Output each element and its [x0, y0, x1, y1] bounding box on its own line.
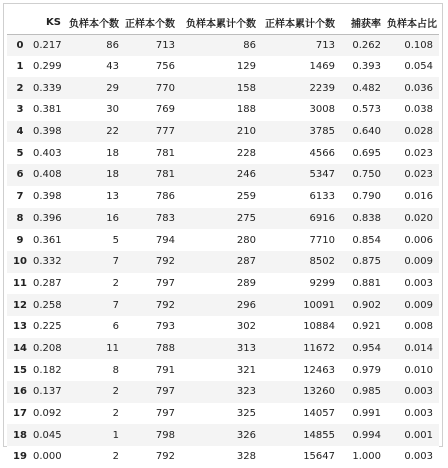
negative-ratio-cell: 0.010 — [404, 364, 433, 376]
negative-ratio-cell: 0.023 — [404, 169, 433, 181]
cumulative-negative-cell: 321 — [236, 364, 256, 376]
cumulative-positive-cell: 6916 — [309, 212, 335, 224]
row-index: 14 — [13, 342, 27, 354]
negative-count-cell: 16 — [106, 212, 119, 224]
table-row — [7, 294, 439, 316]
row-index: 7 — [16, 191, 24, 203]
negative-ratio-cell: 0.006 — [404, 234, 433, 246]
positive-count-cell: 792 — [155, 256, 175, 268]
negative-count-cell: 30 — [106, 104, 119, 116]
cumulative-positive-cell: 6133 — [309, 191, 335, 203]
positive-count-cell: 794 — [155, 234, 175, 246]
cumulative-positive-cell: 15647 — [303, 451, 335, 463]
cumulative-negative-cell: 323 — [236, 386, 256, 398]
cumulative-positive-cell: 2239 — [309, 82, 335, 94]
positive-count-cell: 797 — [155, 386, 175, 398]
cumulative-negative-cell: 129 — [236, 61, 256, 73]
ks-cell: 0.403 — [33, 147, 62, 159]
cumulative-positive-cell: 10091 — [303, 299, 335, 311]
cumulative-negative-cell: 86 — [243, 39, 256, 51]
ks-cell: 0.339 — [33, 82, 62, 94]
ks-cell: 0.182 — [33, 364, 62, 376]
cumulative-positive-cell: 14855 — [303, 429, 335, 441]
cumulative-negative-cell: 289 — [236, 277, 256, 289]
ks-cell: 0.299 — [33, 61, 62, 73]
cumulative-positive-cell: 10884 — [303, 321, 335, 333]
capture-rate-cell: 0.573 — [352, 104, 381, 116]
positive-count-cell: 798 — [155, 429, 175, 441]
cumulative-positive-cell: 7710 — [309, 234, 335, 246]
row-index: 0 — [16, 39, 24, 51]
positive-count-cell: 797 — [155, 408, 175, 420]
ks-cell: 0.396 — [33, 212, 62, 224]
negative-ratio-cell: 0.014 — [404, 342, 433, 354]
ks-cell: 0.361 — [33, 234, 62, 246]
positive-count-cell: 783 — [155, 212, 175, 224]
row-index: 13 — [13, 321, 27, 333]
cumulative-positive-cell: 3785 — [309, 126, 335, 138]
data-table — [7, 12, 439, 468]
positive-count-cell: 788 — [155, 342, 175, 354]
cumulative-negative-cell: 328 — [236, 451, 256, 463]
negative-count-cell: 11 — [106, 342, 119, 354]
cumulative-negative-cell: 228 — [236, 147, 256, 159]
capture-rate-cell: 0.979 — [352, 364, 381, 376]
table-row — [7, 338, 439, 360]
capture-rate-cell: 0.640 — [352, 126, 381, 138]
negative-count-cell: 7 — [112, 299, 119, 311]
cumulative-positive-cell: 13260 — [303, 386, 335, 398]
positive-count-cell: 769 — [155, 104, 175, 116]
cumulative-negative-cell: 210 — [236, 126, 256, 138]
cumulative-positive-cell: 9299 — [309, 277, 335, 289]
negative-count-cell: 29 — [106, 82, 119, 94]
row-index: 12 — [13, 299, 27, 311]
column-header-cumulative-negative: 负样本累计个数 — [181, 12, 262, 34]
table-row — [7, 381, 439, 403]
ks-cell: 0.287 — [33, 277, 62, 289]
table-row — [7, 403, 439, 425]
negative-ratio-cell: 0.038 — [404, 104, 433, 116]
cumulative-positive-cell: 3008 — [309, 104, 335, 116]
positive-count-cell: 713 — [155, 39, 175, 51]
table-row — [7, 56, 439, 78]
cumulative-negative-cell: 302 — [236, 321, 256, 333]
negative-count-cell: 86 — [106, 39, 119, 51]
positive-count-cell: 786 — [155, 191, 175, 203]
negative-count-cell: 1 — [112, 429, 119, 441]
row-index: 5 — [16, 147, 24, 159]
table-row — [7, 229, 439, 251]
negative-count-cell: 2 — [112, 277, 119, 289]
capture-rate-cell: 0.875 — [352, 256, 381, 268]
cumulative-positive-cell: 12463 — [303, 364, 335, 376]
negative-ratio-cell: 0.020 — [404, 212, 433, 224]
cumulative-negative-cell: 313 — [236, 342, 256, 354]
negative-count-cell: 6 — [112, 321, 119, 333]
ks-cell: 0.332 — [33, 256, 62, 268]
cumulative-negative-cell: 296 — [236, 299, 256, 311]
capture-rate-cell: 0.854 — [352, 234, 381, 246]
negative-ratio-cell: 0.054 — [404, 61, 433, 73]
ks-cell: 0.398 — [33, 126, 62, 138]
negative-count-cell: 22 — [106, 126, 119, 138]
positive-count-cell: 797 — [155, 277, 175, 289]
capture-rate-cell: 0.902 — [352, 299, 381, 311]
cumulative-positive-cell: 713 — [315, 39, 335, 51]
ks-cell: 0.408 — [33, 169, 62, 181]
table-container — [3, 3, 443, 463]
cumulative-negative-cell: 326 — [236, 429, 256, 441]
capture-rate-cell: 0.790 — [352, 191, 381, 203]
cumulative-negative-cell: 259 — [236, 191, 256, 203]
negative-ratio-cell: 0.016 — [404, 191, 433, 203]
ks-cell: 0.000 — [33, 451, 62, 463]
negative-ratio-cell: 0.003 — [404, 408, 433, 420]
negative-ratio-cell: 0.001 — [404, 429, 433, 441]
row-index: 3 — [16, 104, 24, 116]
row-index: 15 — [13, 364, 27, 376]
negative-ratio-cell: 0.023 — [404, 147, 433, 159]
cumulative-negative-cell: 325 — [236, 408, 256, 420]
ks-cell: 0.258 — [33, 299, 62, 311]
table-row — [7, 446, 439, 468]
positive-count-cell: 781 — [155, 169, 175, 181]
index-header — [7, 12, 33, 34]
negative-count-cell: 5 — [112, 234, 119, 246]
row-index: 8 — [16, 212, 24, 224]
column-header-positive-count: 正样本个数 — [125, 12, 181, 34]
ks-cell: 0.225 — [33, 321, 62, 333]
positive-count-cell: 793 — [155, 321, 175, 333]
column-header-negative-count: 负样本个数 — [67, 12, 125, 34]
negative-ratio-cell: 0.108 — [404, 39, 433, 51]
capture-rate-cell: 1.000 — [352, 451, 381, 463]
negative-count-cell: 18 — [106, 169, 119, 181]
column-header-negative-ratio: 负样本占比 — [387, 12, 439, 34]
capture-rate-cell: 0.991 — [352, 408, 381, 420]
negative-ratio-cell: 0.009 — [404, 299, 433, 311]
row-index: 6 — [16, 169, 24, 181]
table-row — [7, 208, 439, 230]
negative-ratio-cell: 0.008 — [404, 321, 433, 333]
table-row — [7, 273, 439, 295]
capture-rate-cell: 0.838 — [352, 212, 381, 224]
table-row — [7, 316, 439, 338]
positive-count-cell: 756 — [155, 61, 175, 73]
capture-rate-cell: 0.921 — [352, 321, 381, 333]
negative-ratio-cell: 0.028 — [404, 126, 433, 138]
row-index: 4 — [16, 126, 24, 138]
ks-cell: 0.137 — [33, 386, 62, 398]
ks-cell: 0.208 — [33, 342, 62, 354]
table-row — [7, 142, 439, 164]
row-index: 11 — [13, 277, 27, 289]
cumulative-negative-cell: 246 — [236, 169, 256, 181]
negative-count-cell: 13 — [106, 191, 119, 203]
cumulative-positive-cell: 1469 — [309, 61, 335, 73]
row-index: 17 — [13, 408, 27, 420]
table-row — [7, 34, 439, 56]
column-header-cumulative-positive: 正样本累计个数 — [262, 12, 341, 34]
cumulative-negative-cell: 275 — [236, 212, 256, 224]
negative-count-cell: 18 — [106, 147, 119, 159]
capture-rate-cell: 0.393 — [352, 61, 381, 73]
capture-rate-cell: 0.994 — [352, 429, 381, 441]
negative-ratio-cell: 0.009 — [404, 256, 433, 268]
negative-ratio-cell: 0.003 — [404, 451, 433, 463]
capture-rate-cell: 0.482 — [352, 82, 381, 94]
cumulative-negative-cell: 188 — [236, 104, 256, 116]
capture-rate-cell: 0.750 — [352, 169, 381, 181]
cumulative-positive-cell: 11672 — [303, 342, 335, 354]
negative-count-cell: 8 — [112, 364, 119, 376]
row-index: 18 — [13, 429, 27, 441]
row-index: 19 — [13, 451, 27, 463]
cumulative-positive-cell: 14057 — [303, 408, 335, 420]
cumulative-negative-cell: 158 — [236, 82, 256, 94]
cumulative-positive-cell: 4566 — [309, 147, 335, 159]
capture-rate-cell: 0.262 — [352, 39, 381, 51]
ks-cell: 0.398 — [33, 191, 62, 203]
table-row — [7, 121, 439, 143]
capture-rate-cell: 0.954 — [352, 342, 381, 354]
capture-rate-cell: 0.985 — [352, 386, 381, 398]
cumulative-positive-cell: 8502 — [309, 256, 335, 268]
table-body — [7, 34, 439, 468]
row-index: 2 — [16, 82, 24, 94]
negative-count-cell: 2 — [112, 451, 119, 463]
negative-count-cell: 7 — [112, 256, 119, 268]
positive-count-cell: 781 — [155, 147, 175, 159]
positive-count-cell: 777 — [155, 126, 175, 138]
negative-count-cell: 2 — [112, 386, 119, 398]
ks-cell: 0.217 — [33, 39, 62, 51]
capture-rate-cell: 0.695 — [352, 147, 381, 159]
row-index: 10 — [13, 256, 27, 268]
table-row — [7, 186, 439, 208]
row-index: 16 — [13, 386, 27, 398]
positive-count-cell: 792 — [155, 299, 175, 311]
header-row — [7, 12, 439, 34]
negative-count-cell: 43 — [106, 61, 119, 73]
ks-cell: 0.092 — [33, 408, 62, 420]
cumulative-positive-cell: 5347 — [309, 169, 335, 181]
cumulative-negative-cell: 287 — [236, 256, 256, 268]
table-row — [7, 251, 439, 273]
table-row — [7, 77, 439, 99]
table-row — [7, 99, 439, 121]
positive-count-cell: 791 — [155, 364, 175, 376]
negative-ratio-cell: 0.003 — [404, 277, 433, 289]
table-row — [7, 424, 439, 446]
row-index: 9 — [16, 234, 24, 246]
negative-count-cell: 2 — [112, 408, 119, 420]
row-index: 1 — [16, 61, 24, 73]
column-header-capture-rate: 捕获率 — [341, 12, 387, 34]
negative-ratio-cell: 0.003 — [404, 386, 433, 398]
capture-rate-cell: 0.881 — [352, 277, 381, 289]
ks-cell: 0.045 — [33, 429, 62, 441]
column-header-ks: KS — [33, 12, 67, 34]
negative-ratio-cell: 0.036 — [404, 82, 433, 94]
positive-count-cell: 770 — [155, 82, 175, 94]
table-row — [7, 359, 439, 381]
ks-cell: 0.381 — [33, 104, 62, 116]
positive-count-cell: 792 — [155, 451, 175, 463]
cumulative-negative-cell: 280 — [236, 234, 256, 246]
table-row — [7, 164, 439, 186]
